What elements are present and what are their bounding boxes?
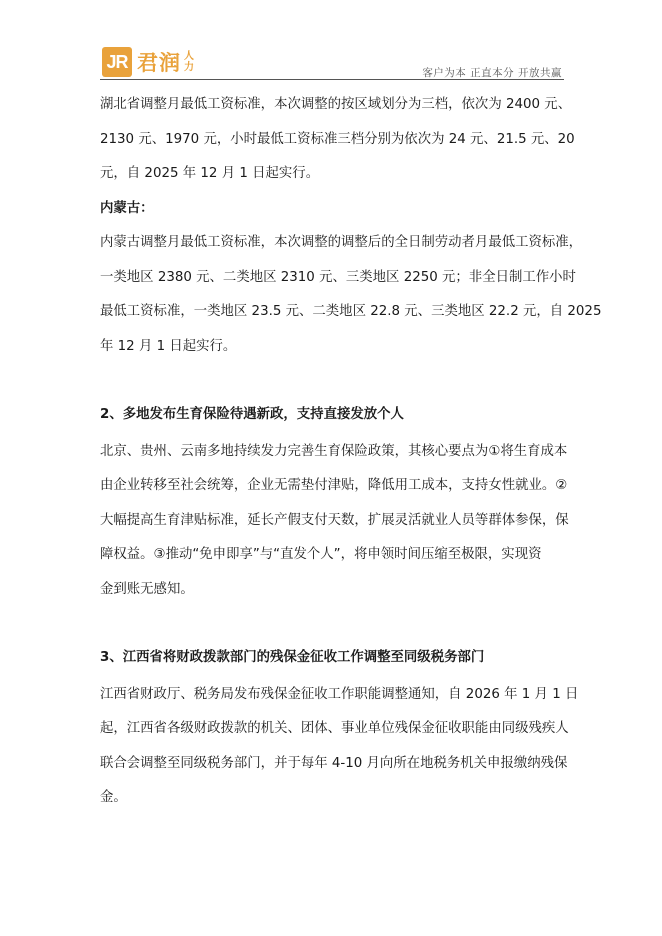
section-3-paragraph bbox=[100, 678, 579, 816]
brand-sub-char: 力 bbox=[184, 62, 194, 73]
page-header bbox=[100, 44, 564, 80]
brand-sub-char: 人 bbox=[184, 51, 194, 62]
paragraph-line: 最低工资标准，一类地区 23.5 元、二类地区 22.8 元、三类地区 22.2 元，自 2025 bbox=[100, 304, 602, 319]
hubei-paragraph bbox=[100, 88, 575, 192]
paragraph-line: 大幅提高生育津贴标准，延长产假支付天数，扩展灵活就业人员等群体参保，保 bbox=[100, 512, 569, 528]
logo-mark-icon: JR bbox=[102, 47, 132, 77]
paragraph-line: 内蒙古调整月最低工资标准，本次调整的调整后的全日制劳动者月最低工资标准， bbox=[100, 235, 583, 250]
paragraph-line: 障权益。③推动“免申即享”与“直发个人”，将申领时间压缩至极限，实现资 bbox=[100, 547, 542, 562]
neimenggu-heading: 内蒙古： bbox=[100, 200, 154, 216]
brand-name: 君润 bbox=[137, 51, 181, 75]
paragraph-line: 金。 bbox=[100, 790, 127, 805]
paragraph-line: 联合会调整至同级税务部门，并于每年 4-10 月向所在地税务机关申报缴纳残保 bbox=[100, 755, 568, 771]
paragraph-line: 年 12 月 1 日起实行。 bbox=[100, 338, 237, 354]
paragraph-line: 由企业转移至社会统筹，企业无需垫付津贴，降低用工成本，支持女性就业。② bbox=[100, 478, 568, 493]
section-spacer bbox=[100, 607, 570, 641]
neimenggu-paragraph bbox=[100, 226, 602, 364]
header-slogan: 客户为本 正直本分 开放共赢 bbox=[422, 67, 562, 79]
section-3-heading: 3、江西省将财政拨款部门的残保金征收工作调整至同级税务部门 bbox=[100, 650, 485, 665]
header-divider bbox=[100, 79, 564, 80]
brand-sub bbox=[184, 51, 194, 73]
paragraph-line: 起，江西省各级财政拨款的机关、团体、事业单位残保金征收职能由同级残疾人 bbox=[100, 721, 569, 736]
section-2-heading: 2、多地发布生育保险待遇新政，支持直接发放个人 bbox=[100, 407, 404, 422]
paragraph-line: 2130 元、1970 元，小时最低工资标准三档分别为依次为 24 元、21.5 元、20 bbox=[100, 131, 575, 147]
paragraph-line: 元，自 2025 年 12 月 1 日起实行。 bbox=[100, 166, 320, 181]
paragraph-line: 北京、贵州、云南多地持续发力完善生育保险政策，其核心要点为①将生育成本 bbox=[100, 443, 568, 459]
paragraph-line: 金到账无感知。 bbox=[100, 581, 194, 597]
paragraph-line: 江西省财政厅、税务局发布残保金征收工作职能调整通知，自 2026 年 1 月 1 日 bbox=[100, 686, 579, 702]
paragraph-line: 一类地区 2380 元、二类地区 2310 元、三类地区 2250 元；非全日制工作小时 bbox=[100, 269, 576, 285]
document-body bbox=[100, 88, 602, 816]
section-2-paragraph bbox=[100, 435, 570, 608]
company-logo bbox=[102, 46, 194, 78]
section-spacer bbox=[100, 364, 570, 398]
paragraph-line: 湖北省调整月最低工资标准，本次调整的按区域划分为三档，依次为 2400 元、 bbox=[100, 97, 572, 112]
